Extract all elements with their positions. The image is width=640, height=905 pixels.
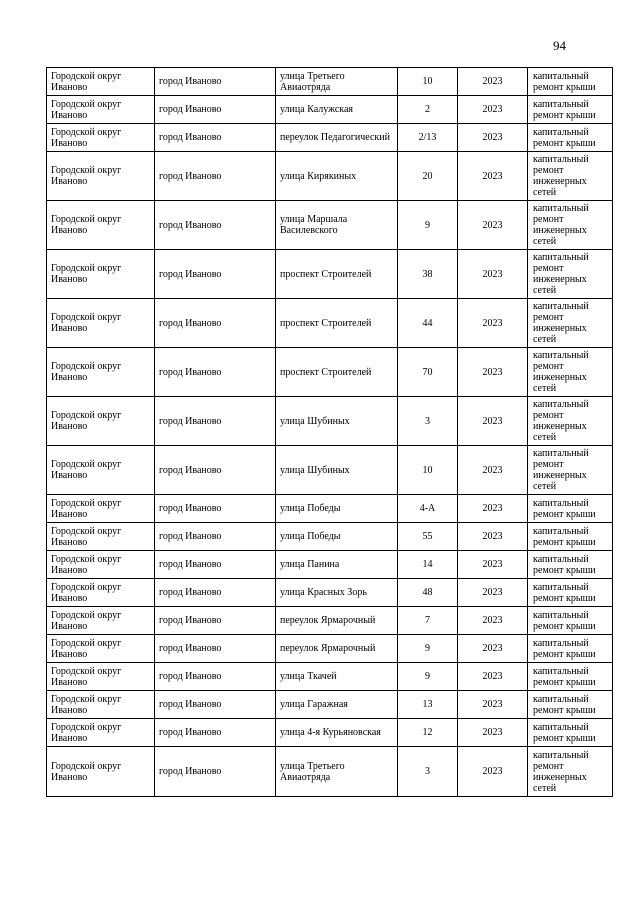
house-number-cell: 3 [398,397,458,446]
work-type-cell: капитальный ремонт инженерных сетей [528,446,613,495]
city-cell: город Иваново [155,691,276,719]
year-cell: 2023 [458,495,528,523]
table-row [47,635,613,663]
city-cell: город Иваново [155,719,276,747]
street-cell: улица Гаражная [276,691,398,719]
year-cell: 2023 [458,201,528,250]
house-number-cell: 20 [398,152,458,201]
year-cell: 2023 [458,691,528,719]
street-cell: улица Третьего Авиаотряда [276,747,398,797]
table-row [47,607,613,635]
street-cell: улица Победы [276,523,398,551]
house-number-cell: 44 [398,299,458,348]
city-cell: город Иваново [155,299,276,348]
district-cell: Городской округ Иваново [47,96,155,124]
house-number-cell: 12 [398,719,458,747]
house-number-cell: 3 [398,747,458,797]
table-row [47,495,613,523]
work-type-cell: капитальный ремонт крыши [528,495,613,523]
street-cell: улица Панина [276,551,398,579]
house-number-cell: 10 [398,68,458,96]
city-cell: город Иваново [155,747,276,797]
work-type-cell: капитальный ремонт крыши [528,607,613,635]
district-cell: Городской округ Иваново [47,523,155,551]
table-row [47,201,613,250]
year-cell: 2023 [458,348,528,397]
street-cell: улица Маршала Василевского [276,201,398,250]
work-type-cell: капитальный ремонт крыши [528,579,613,607]
year-cell: 2023 [458,446,528,495]
city-cell: город Иваново [155,495,276,523]
year-cell: 2023 [458,96,528,124]
work-type-cell: капитальный ремонт инженерных сетей [528,201,613,250]
work-type-cell: капитальный ремонт инженерных сетей [528,299,613,348]
district-cell: Городской округ Иваново [47,663,155,691]
street-cell: улица Кирякиных [276,152,398,201]
house-number-cell: 48 [398,579,458,607]
table-row [47,299,613,348]
district-cell: Городской округ Иваново [47,747,155,797]
work-type-cell: капитальный ремонт крыши [528,691,613,719]
city-cell: город Иваново [155,68,276,96]
year-cell: 2023 [458,124,528,152]
street-cell: проспект Строителей [276,299,398,348]
street-cell: улица Шубиных [276,397,398,446]
street-cell: улица 4-я Курьяновская [276,719,398,747]
street-cell: улица Ткачей [276,663,398,691]
street-cell: переулок Педагогический [276,124,398,152]
year-cell: 2023 [458,299,528,348]
house-number-cell: 38 [398,250,458,299]
year-cell: 2023 [458,579,528,607]
house-number-cell: 14 [398,551,458,579]
table-row [47,68,613,96]
year-cell: 2023 [458,635,528,663]
district-cell: Городской округ Иваново [47,691,155,719]
work-type-cell: капитальный ремонт крыши [528,719,613,747]
house-number-cell: 2 [398,96,458,124]
city-cell: город Иваново [155,663,276,691]
district-cell: Городской округ Иваново [47,579,155,607]
house-number-cell: 9 [398,663,458,691]
street-cell: улица Третьего Авиаотряда [276,68,398,96]
work-type-cell: капитальный ремонт крыши [528,635,613,663]
work-type-cell: капитальный ремонт крыши [528,124,613,152]
year-cell: 2023 [458,397,528,446]
city-cell: город Иваново [155,124,276,152]
district-cell: Городской округ Иваново [47,201,155,250]
street-cell: проспект Строителей [276,348,398,397]
work-type-cell: капитальный ремонт инженерных сетей [528,250,613,299]
district-cell: Городской округ Иваново [47,299,155,348]
work-type-cell: капитальный ремонт инженерных сетей [528,152,613,201]
district-cell: Городской округ Иваново [47,250,155,299]
house-number-cell: 70 [398,348,458,397]
year-cell: 2023 [458,250,528,299]
work-type-cell: капитальный ремонт инженерных сетей [528,397,613,446]
table-row [47,446,613,495]
district-cell: Городской округ Иваново [47,607,155,635]
street-cell: переулок Ярмарочный [276,635,398,663]
district-cell: Городской округ Иваново [47,124,155,152]
street-cell: переулок Ярмарочный [276,607,398,635]
table-row [47,348,613,397]
table-row [47,719,613,747]
table-row [47,250,613,299]
house-number-cell: 13 [398,691,458,719]
year-cell: 2023 [458,607,528,635]
district-cell: Городской округ Иваново [47,152,155,201]
year-cell: 2023 [458,152,528,201]
house-number-cell: 10 [398,446,458,495]
house-number-cell: 9 [398,201,458,250]
city-cell: город Иваново [155,201,276,250]
district-cell: Городской округ Иваново [47,397,155,446]
year-cell: 2023 [458,719,528,747]
table-row [47,551,613,579]
house-number-cell: 7 [398,607,458,635]
table-row [47,747,613,797]
city-cell: город Иваново [155,551,276,579]
street-cell: проспект Строителей [276,250,398,299]
city-cell: город Иваново [155,348,276,397]
street-cell: улица Красных Зорь [276,579,398,607]
district-cell: Городской округ Иваново [47,635,155,663]
city-cell: город Иваново [155,579,276,607]
city-cell: город Иваново [155,96,276,124]
city-cell: город Иваново [155,152,276,201]
house-number-cell: 9 [398,635,458,663]
table-row [47,124,613,152]
year-cell: 2023 [458,747,528,797]
street-cell: улица Победы [276,495,398,523]
year-cell: 2023 [458,523,528,551]
district-cell: Городской округ Иваново [47,348,155,397]
city-cell: город Иваново [155,523,276,551]
work-type-cell: капитальный ремонт инженерных сетей [528,747,613,797]
table-row [47,96,613,124]
city-cell: город Иваново [155,250,276,299]
table-row [47,152,613,201]
district-cell: Городской округ Иваново [47,68,155,96]
city-cell: город Иваново [155,607,276,635]
work-type-cell: капитальный ремонт крыши [528,68,613,96]
year-cell: 2023 [458,551,528,579]
city-cell: город Иваново [155,446,276,495]
page-number: 94 [553,38,566,53]
table-row [47,397,613,446]
district-cell: Городской округ Иваново [47,719,155,747]
house-number-cell: 55 [398,523,458,551]
table-row [47,691,613,719]
year-cell: 2023 [458,68,528,96]
year-cell: 2023 [458,663,528,691]
house-number-cell: 4-А [398,495,458,523]
district-cell: Городской округ Иваново [47,551,155,579]
table-row [47,663,613,691]
city-cell: город Иваново [155,397,276,446]
street-cell: улица Шубиных [276,446,398,495]
work-type-cell: капитальный ремонт инженерных сетей [528,348,613,397]
district-cell: Городской округ Иваново [47,446,155,495]
repair-schedule-table [46,67,613,797]
table-row [47,579,613,607]
house-number-cell: 2/13 [398,124,458,152]
work-type-cell: капитальный ремонт крыши [528,96,613,124]
work-type-cell: капитальный ремонт крыши [528,663,613,691]
district-cell: Городской округ Иваново [47,495,155,523]
city-cell: город Иваново [155,635,276,663]
work-type-cell: капитальный ремонт крыши [528,523,613,551]
table-row [47,523,613,551]
work-type-cell: капитальный ремонт крыши [528,551,613,579]
street-cell: улица Калужская [276,96,398,124]
